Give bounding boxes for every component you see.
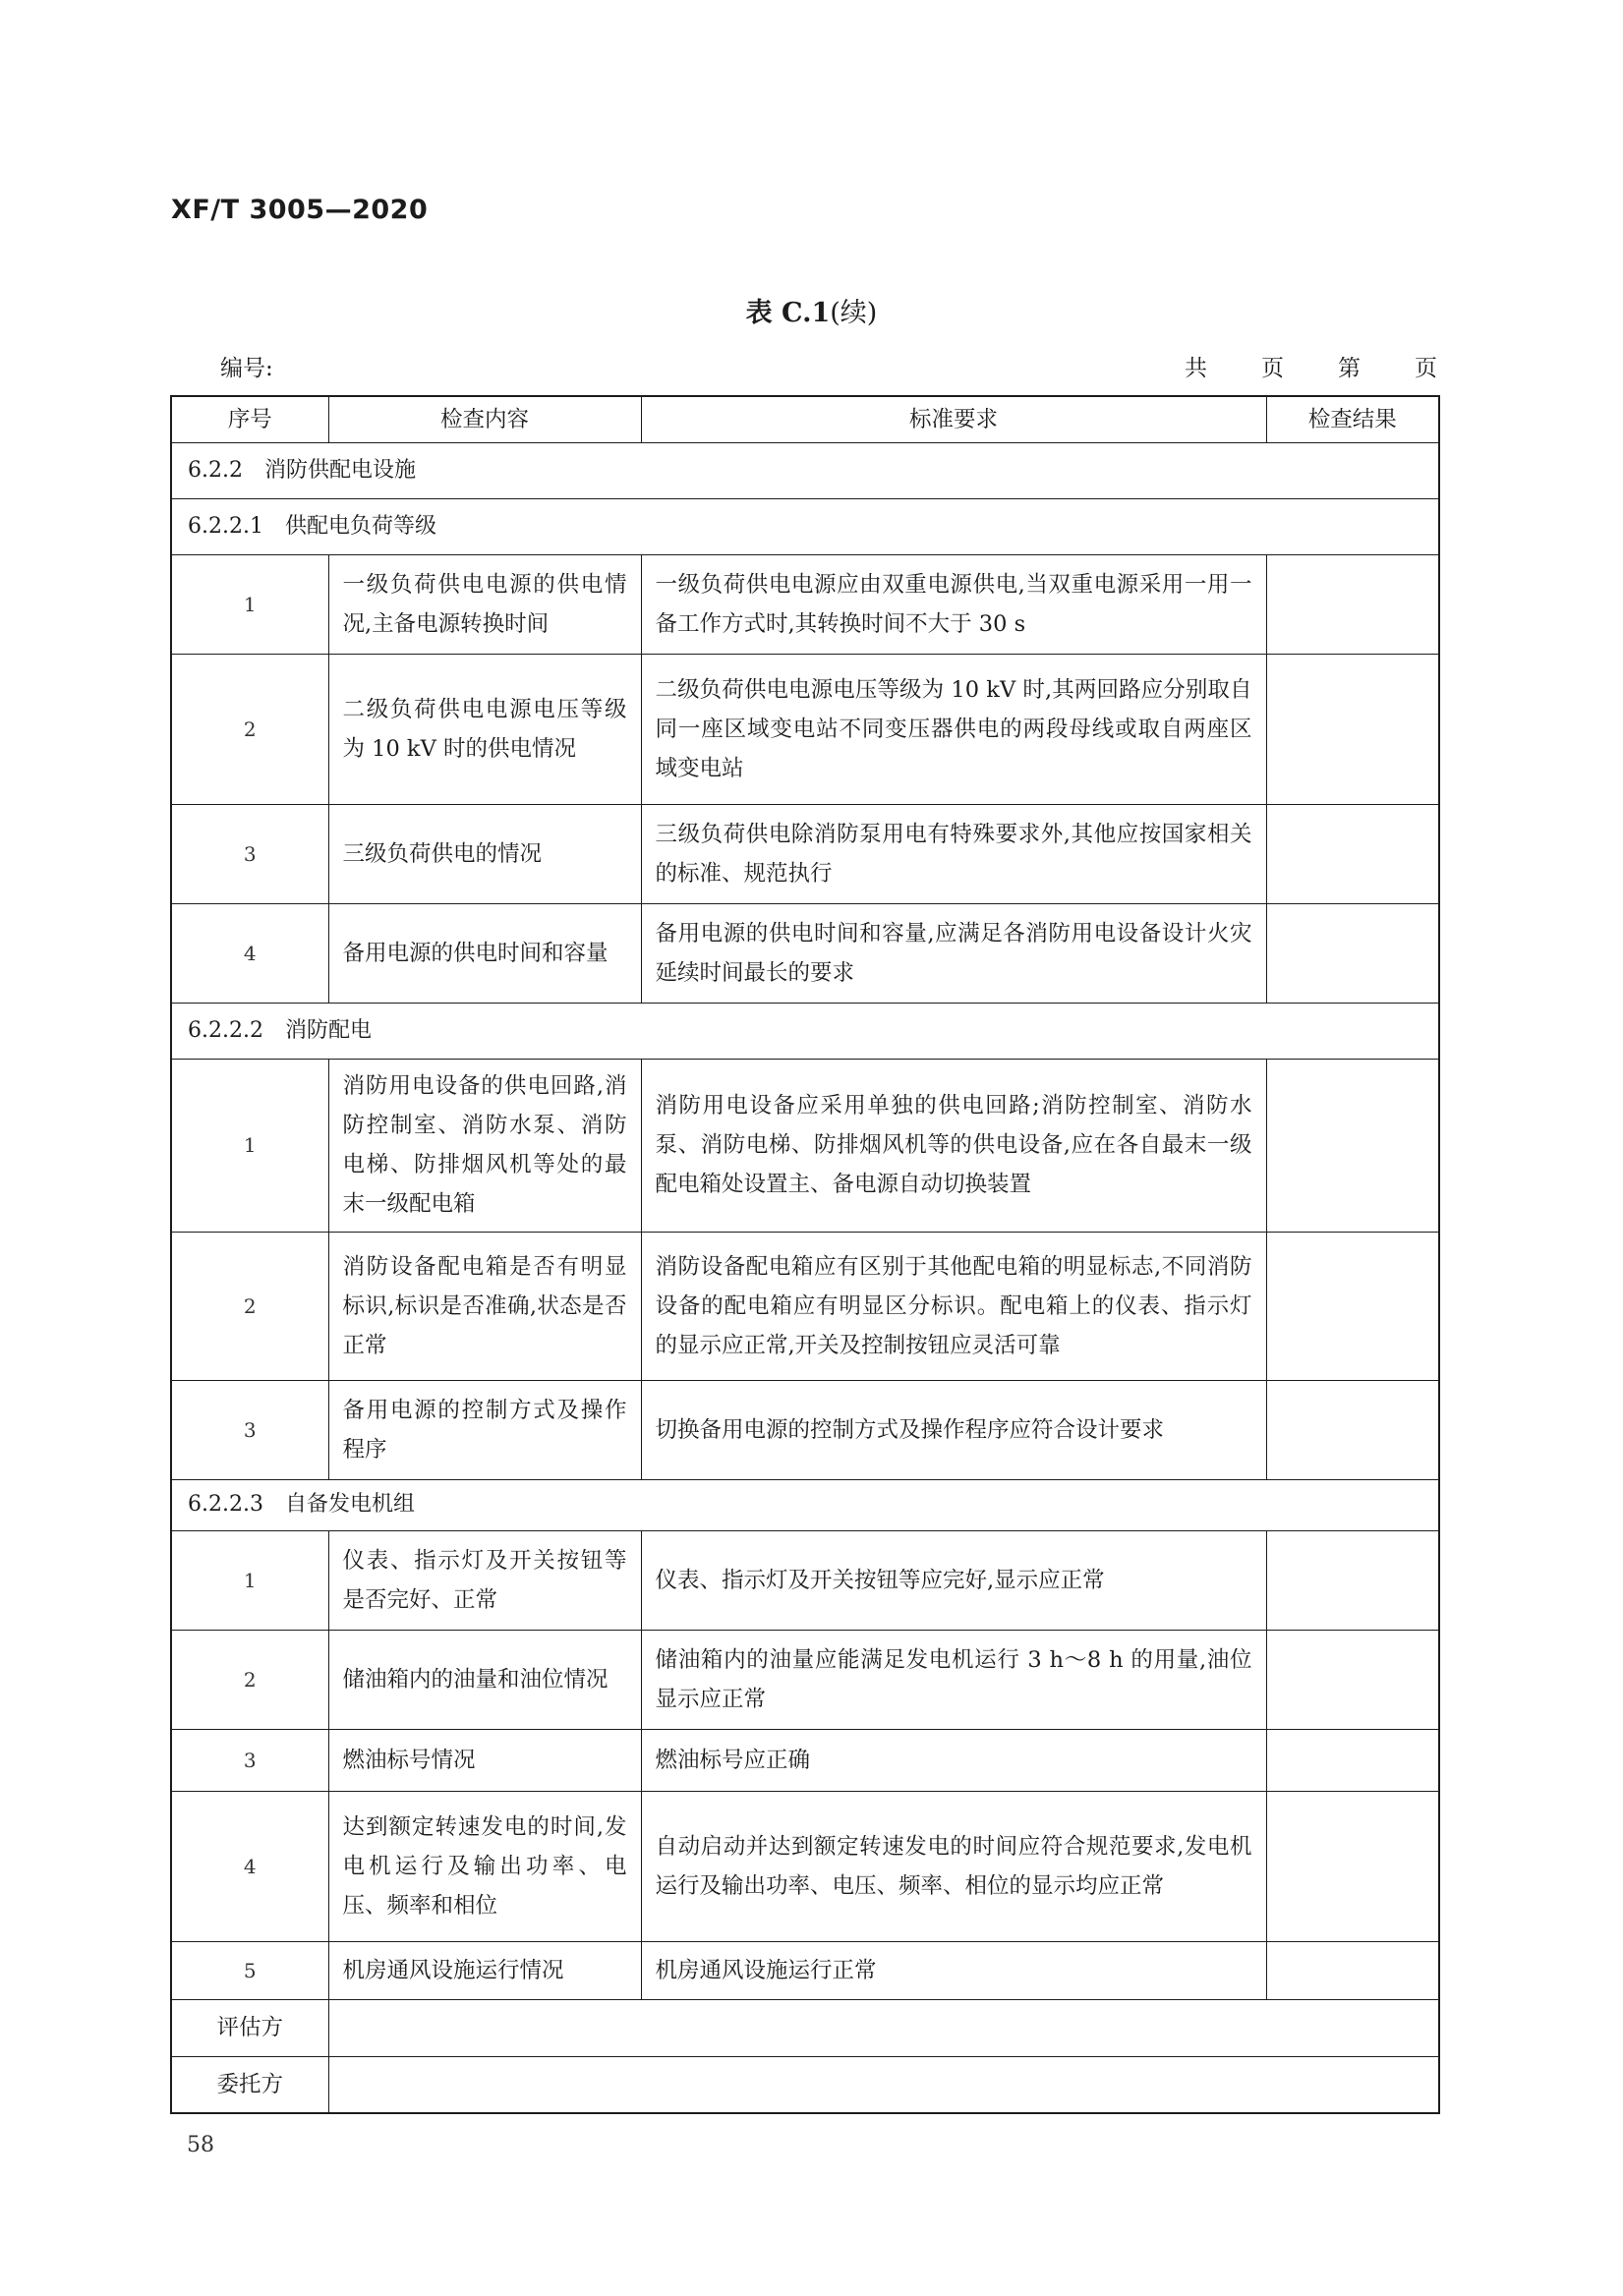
row-number: 1 xyxy=(171,1530,328,1630)
row-number: 2 xyxy=(171,1630,328,1729)
table-title xyxy=(0,291,1623,329)
check-result[interactable] xyxy=(1266,654,1439,804)
standard-requirement: 一级负荷供电电源应由双重电源供电,当双重电源采用一用一备工作方式时,其转换时间不大于 30 s xyxy=(641,554,1266,654)
column-header: 检查结果 xyxy=(1266,396,1439,442)
standard-requirement: 切换备用电源的控制方式及操作程序应符合设计要求 xyxy=(641,1380,1266,1479)
check-item: 消防设备配电箱是否有明显标识,标识是否准确,状态是否正常 xyxy=(328,1232,641,1380)
group-title: 6.2.2.2 消防配电 xyxy=(171,1003,1439,1059)
check-item: 燃油标号情况 xyxy=(328,1729,641,1791)
pager-total-label: 共 xyxy=(1185,356,1207,381)
page-counter xyxy=(1185,350,1437,382)
row-number: 4 xyxy=(171,903,328,1003)
group-row xyxy=(171,1003,1439,1059)
row-number: 4 xyxy=(171,1791,328,1941)
check-item: 二级负荷供电电源电压等级为 10 kV 时的供电情况 xyxy=(328,654,641,804)
client-signature-field[interactable] xyxy=(328,2056,1439,2113)
row-number: 5 xyxy=(171,1941,328,1999)
group-row xyxy=(171,498,1439,554)
group-title: 6.2.2.3 自备发电机组 xyxy=(171,1479,1439,1530)
check-result[interactable] xyxy=(1266,554,1439,654)
inspection-table xyxy=(170,395,1440,2114)
standard-requirement: 消防用电设备应采用单独的供电回路;消防控制室、消防水泵、消防电梯、防排烟风机等的供电设备,应在各自最末一级配电箱处设置主、备电源自动切换装置 xyxy=(641,1059,1266,1232)
pager-page-label: 页 xyxy=(1415,356,1437,381)
table-row xyxy=(171,1380,1439,1479)
standard-requirement: 机房通风设施运行正常 xyxy=(641,1941,1266,1999)
standard-requirement: 仪表、指示灯及开关按钮等应完好,显示应正常 xyxy=(641,1530,1266,1630)
table-row xyxy=(171,1630,1439,1729)
check-item: 达到额定转速发电的时间,发电机运行及输出功率、电压、频率和相位 xyxy=(328,1791,641,1941)
standard-requirement: 储油箱内的油量应能满足发电机运行 3 h～8 h 的用量,油位显示应正常 xyxy=(641,1630,1266,1729)
section-row xyxy=(171,442,1439,498)
check-item: 一级负荷供电电源的供电情况,主备电源转换时间 xyxy=(328,554,641,654)
check-item: 备用电源的控制方式及操作程序 xyxy=(328,1380,641,1479)
row-number: 3 xyxy=(171,1380,328,1479)
standard-requirement: 备用电源的供电时间和容量,应满足各消防用电设备设计火灾延续时间最长的要求 xyxy=(641,903,1266,1003)
check-result[interactable] xyxy=(1266,1380,1439,1479)
check-result[interactable] xyxy=(1266,1791,1439,1941)
row-number: 2 xyxy=(171,1232,328,1380)
table-row xyxy=(171,1059,1439,1232)
table-row xyxy=(171,804,1439,903)
standard-code: XF/T 3005—2020 xyxy=(171,195,429,225)
section-title: 6.2.2 消防供配电设施 xyxy=(171,442,1439,498)
signoff-row xyxy=(171,1999,1439,2056)
table-title-label: 表 C.1 xyxy=(745,298,831,328)
check-item: 储油箱内的油量和油位情况 xyxy=(328,1630,641,1729)
row-number: 1 xyxy=(171,554,328,654)
row-number: 1 xyxy=(171,1059,328,1232)
row-number: 3 xyxy=(171,804,328,903)
table-title-continued: (续) xyxy=(830,298,878,328)
check-result[interactable] xyxy=(1266,1729,1439,1791)
check-item: 机房通风设施运行情况 xyxy=(328,1941,641,1999)
check-result[interactable] xyxy=(1266,1530,1439,1630)
standard-requirement: 二级负荷供电电源电压等级为 10 kV 时,其两回路应分别取自同一座区域变电站不同变压器供电的两段母线或取自两座区域变电站 xyxy=(641,654,1266,804)
column-header: 序号 xyxy=(171,396,328,442)
table-row xyxy=(171,1941,1439,1999)
table-row xyxy=(171,554,1439,654)
pager-nth-label: 第 xyxy=(1338,356,1361,381)
group-title: 6.2.2.1 供配电负荷等级 xyxy=(171,498,1439,554)
check-item: 消防用电设备的供电回路,消防控制室、消防水泵、消防电梯、防排烟风机等处的最末一级配电箱 xyxy=(328,1059,641,1232)
standard-requirement: 消防设备配电箱应有区别于其他配电箱的明显标志,不同消防设备的配电箱应有明显区分标识。配电箱上的仪表、指示灯的显示应正常,开关及控制按钮应灵活可靠 xyxy=(641,1232,1266,1380)
standard-requirement: 自动启动并达到额定转速发电的时间应符合规范要求,发电机运行及输出功率、电压、频率、相位的显示均应正常 xyxy=(641,1791,1266,1941)
check-item: 备用电源的供电时间和容量 xyxy=(328,903,641,1003)
table-row xyxy=(171,1530,1439,1630)
check-result[interactable] xyxy=(1266,903,1439,1003)
assessor-label: 评估方 xyxy=(171,1999,328,2056)
group-row xyxy=(171,1479,1439,1530)
row-number: 3 xyxy=(171,1729,328,1791)
check-item: 仪表、指示灯及开关按钮等是否完好、正常 xyxy=(328,1530,641,1630)
table-row xyxy=(171,1232,1439,1380)
check-result[interactable] xyxy=(1266,804,1439,903)
page-number: 58 xyxy=(187,2133,214,2157)
check-item: 三级负荷供电的情况 xyxy=(328,804,641,903)
check-result[interactable] xyxy=(1266,1941,1439,1999)
table-header-row xyxy=(171,396,1439,442)
row-number: 2 xyxy=(171,654,328,804)
standard-requirement: 燃油标号应正确 xyxy=(641,1729,1266,1791)
signoff-row xyxy=(171,2056,1439,2113)
table-row xyxy=(171,903,1439,1003)
check-result[interactable] xyxy=(1266,1059,1439,1232)
check-result[interactable] xyxy=(1266,1630,1439,1729)
table-row xyxy=(171,1729,1439,1791)
standard-requirement: 三级负荷供电除消防泵用电有特殊要求外,其他应按国家相关的标准、规范执行 xyxy=(641,804,1266,903)
table-row xyxy=(171,654,1439,804)
column-header: 标准要求 xyxy=(641,396,1266,442)
assessor-signature-field[interactable] xyxy=(328,1999,1439,2056)
column-header: 检查内容 xyxy=(328,396,641,442)
serial-number-label: 编号: xyxy=(220,356,273,381)
table-row xyxy=(171,1791,1439,1941)
check-result[interactable] xyxy=(1266,1232,1439,1380)
pager-page-label: 页 xyxy=(1261,356,1284,381)
client-label: 委托方 xyxy=(171,2056,328,2113)
